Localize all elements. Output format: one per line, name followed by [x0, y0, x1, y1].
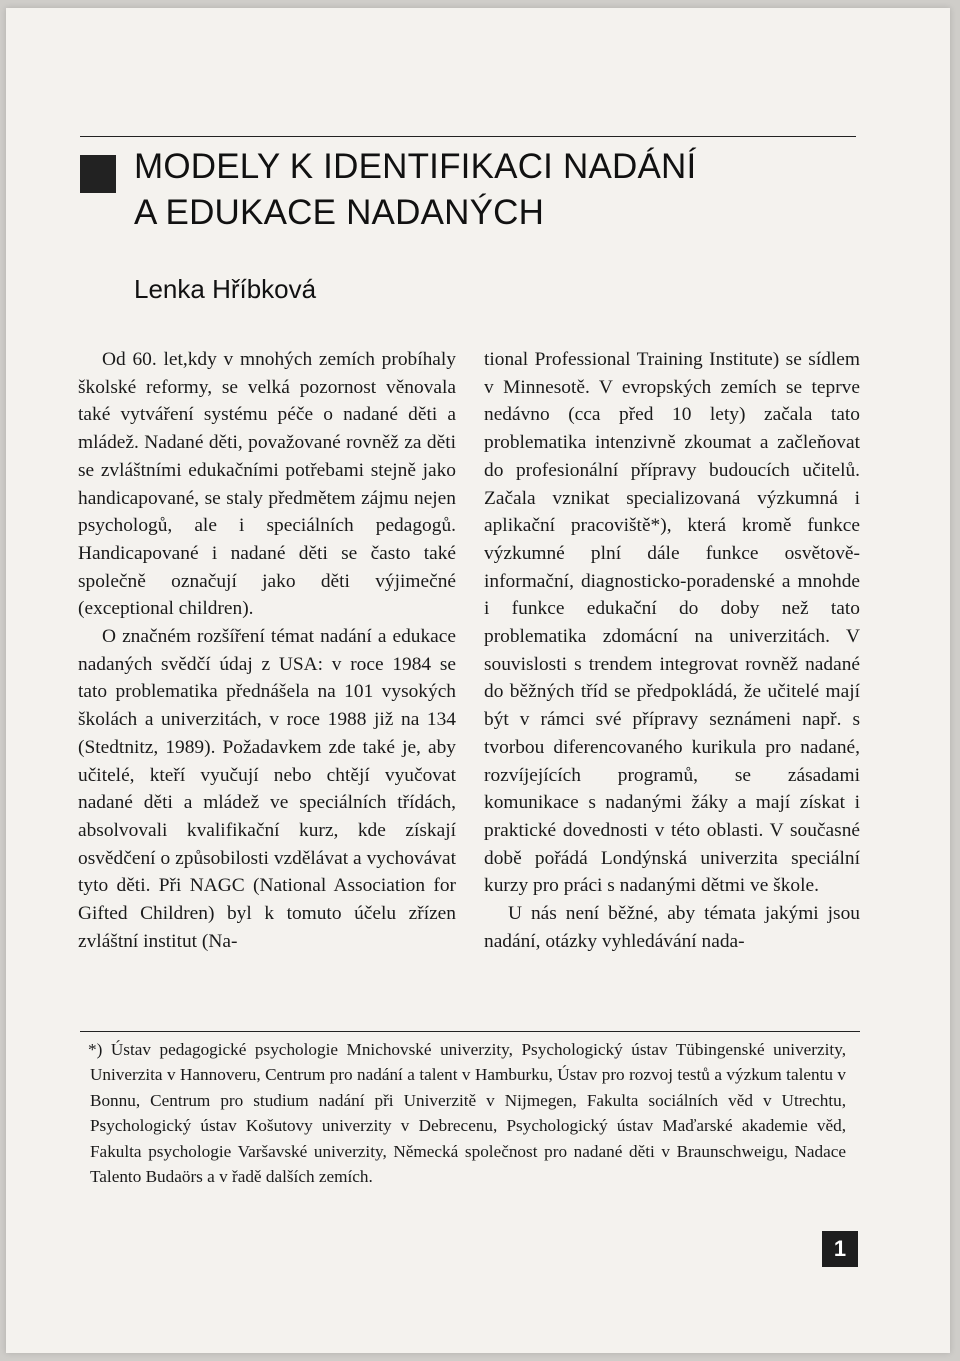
title-line-1: MODELY K IDENTIFIKACI NADÁNÍ [134, 147, 697, 186]
left-column [78, 346, 456, 955]
title-line-2: A EDUKACE NADANÝCH [134, 193, 545, 232]
article-title [134, 144, 854, 236]
author-name: Lenka Hříbková [134, 274, 317, 304]
top-rule [80, 136, 856, 137]
footnote-rule [80, 1031, 860, 1032]
left-paragraph-2: O značném rozšíření témat nadání a edukace nadaných svědčí údaj z USA: v roce 1984 se tato problematika přednášela na 101 vysokých školách a univerzitách, v roce 1988 již na 134 (Stedtnitz, 1989). Požadavkem zde také je, aby učitelé, kteří vyučují nebo chtějí vyučovat nadané děti a mládež ve speciálních třídách, absolvovali kvalifikační kurz, kde získají osvědčení o způsobilosti vzdělávat a vychovávat tyto děti. Při NAGC (National Association for Gifted Children) byl k tomuto účelu zřízen zvláštní institut (Na- [78, 626, 456, 952]
footnote: *) Ústav pedagogické psychologie Mnichovské univerzity, Psychologický ústav Tübingenské univerzity, Univerzita v Hannoveru, Centrum pro nadání a talent v Hamburku, Ústav pro rozvoj testů a výzkum talentu v Bonnu, Centrum pro studium nadání při Univerzitě v Nijmegen, Fakulta sociálních věd v Utrechtu, Psychologický ústav Košutovy univerzity v Debrecenu, Psychologický ústav Maďarské akademie věd, Fakulta psychologie Varšavské univerzity, Německá společnost pro nadané děti v Braunschweigu, Nadace Talento Budaörs a v řadě dalších zemích. [88, 1040, 846, 1187]
page-number: 1 [822, 1231, 858, 1267]
right-paragraph-2: U nás není běžné, aby témata jakými jsou nadání, otázky vyhledávání nada- [484, 903, 860, 952]
document-page [6, 8, 950, 1353]
title-square-bullet [80, 155, 116, 193]
left-paragraph-1: Od 60. let,kdy v mnohých zemích probíhaly školské reformy, se velká pozornost věnovala také vytváření systému péče o nadané děti a mládež. Nadané děti, považované rovněž za děti se zvláštními edukačními potřebami stejně jako handicapované, se staly předmětem zájmu nejen psychologů, ale i speciálních pedagogů. Handicapované i nadané děti se často také společně označují jako děti výjimečné (exceptional children). [78, 349, 456, 620]
right-column [484, 346, 860, 955]
right-paragraph-1: tional Professional Training Institute) se sídlem v Minnesotě. V evropských zemích se teprve nedávno (cca před 10 lety) začala tato problematika intenzivně zkoumat a začleňovat do profesionální přípravy budoucích učitelů. Začala vznikat specializovaná výzkumná i aplikační pracoviště*), která kromě funkce výzkumné plní dále funkce osvětově-informační, diagnosticko-poradenské a mnohde i funkce edukační do doby než tato problematika zdomácní na univerzitách. V souvislosti s trendem integrovat rovněž nadané do běžných tříd se předpokládá, že učitelé mají být v rámci své přípravy seznámeni např. s tvorbou diferencovaného kurikula pro nadané, rozvíjejících programů, se zásadami komunikace s nadanými žáky a mají získat i praktické dovednosti v této oblasti. V současné době pořádá Londýnská univerzita speciální kurzy pro práci s nadanými dětmi ve škole. [484, 349, 860, 897]
